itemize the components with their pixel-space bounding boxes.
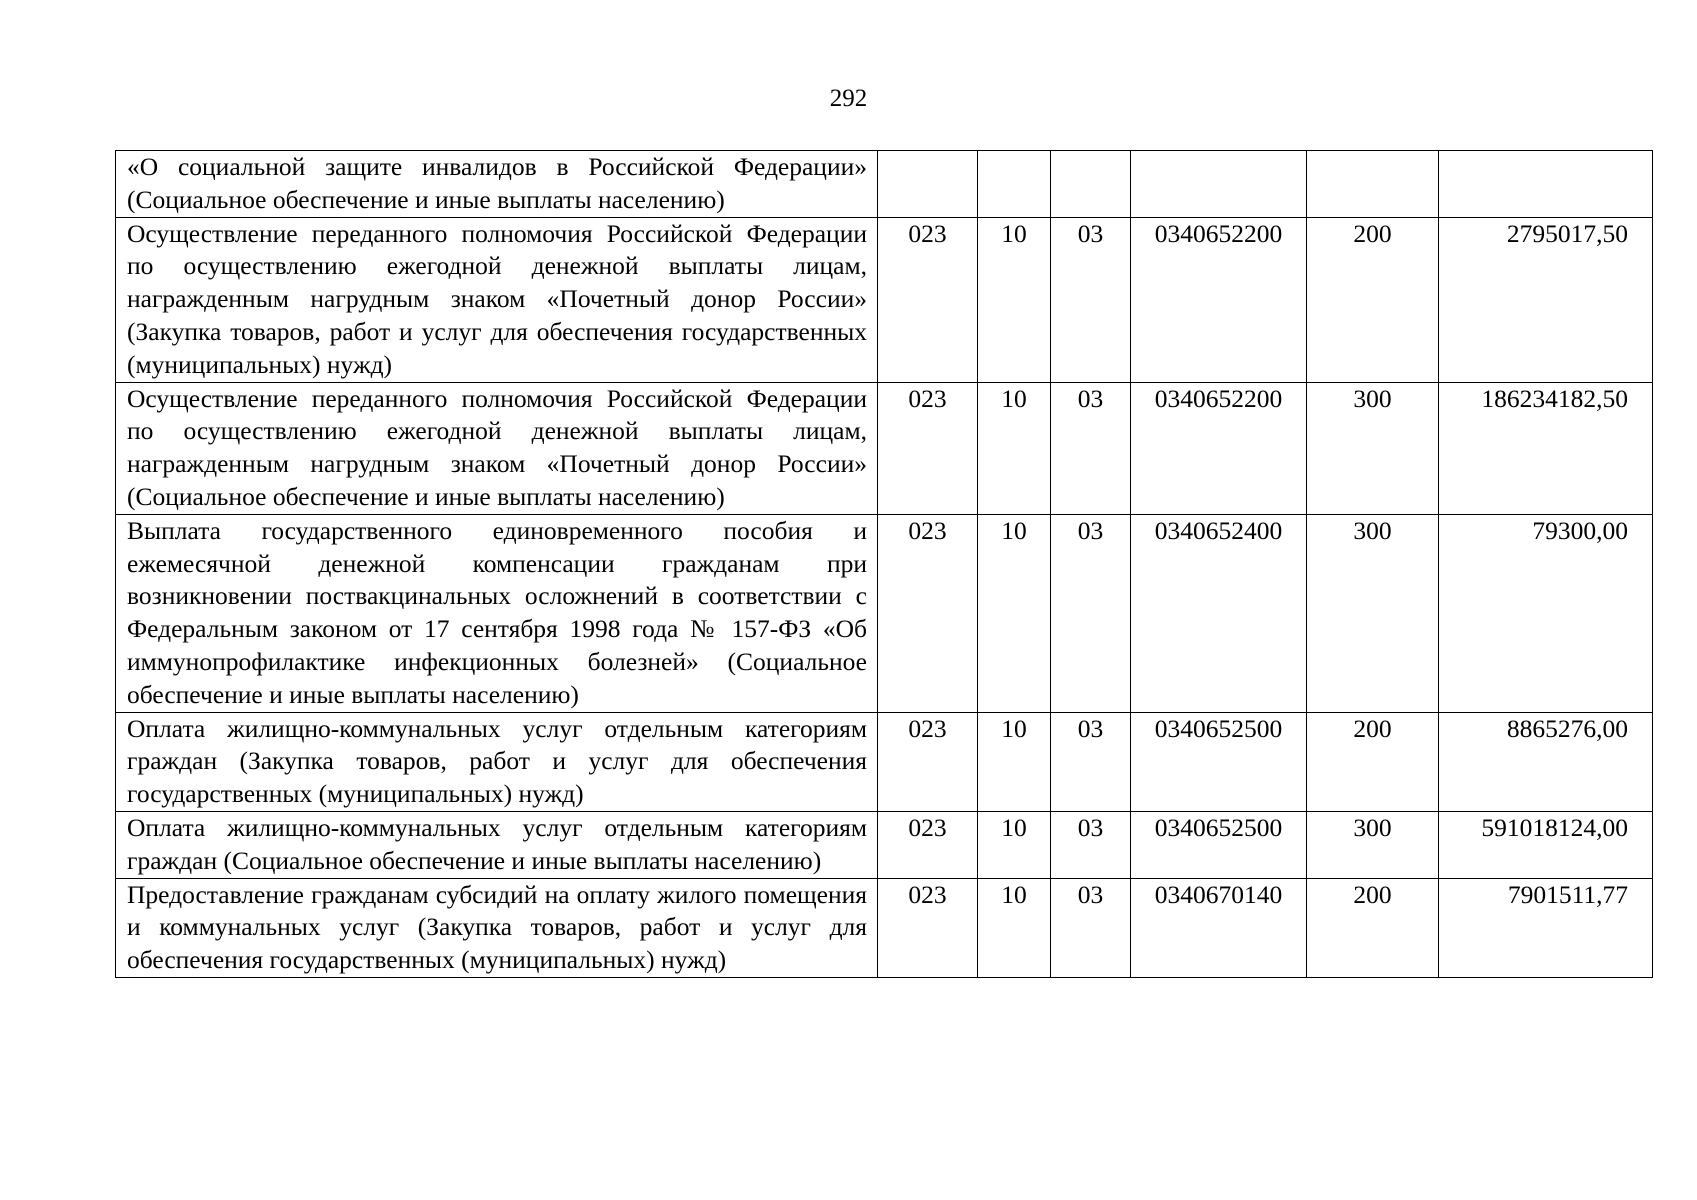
subsection-code: 03 [1051, 811, 1131, 878]
budget-table [115, 150, 1653, 978]
table-row [116, 878, 1653, 977]
subsection-code: 03 [1051, 712, 1131, 811]
target-article-code: 0340652200 [1131, 217, 1307, 382]
section-code [978, 151, 1051, 218]
expense-type-code: 200 [1307, 878, 1439, 977]
table-row [116, 712, 1653, 811]
target-article-code: 0340652500 [1131, 712, 1307, 811]
grbs-code [878, 151, 978, 218]
amount: 2795017,50 [1439, 217, 1653, 382]
page-number: 292 [829, 85, 868, 112]
row-description: «О социальной защите инвалидов в Российской Федерации» (Социальное обеспечение и иные выплаты населению) [116, 151, 878, 218]
expense-type-code: 300 [1307, 514, 1439, 712]
section-code: 10 [978, 217, 1051, 382]
grbs-code: 023 [878, 712, 978, 811]
amount: 186234182,50 [1439, 382, 1653, 514]
section-code: 10 [978, 712, 1051, 811]
table-row [116, 811, 1653, 878]
grbs-code: 023 [878, 382, 978, 514]
target-article-code [1131, 151, 1307, 218]
target-article-code: 0340652500 [1131, 811, 1307, 878]
row-description: Выплата государственного единовременного пособия и ежемесячной денежной компенсации гражданам при возникновении поствакцинальных осложнений в соответствии с Федеральным законом от 17 сентября 1998 года № 157-ФЗ «Об иммунопрофилактике инфекционных болезней» (Социальное обеспечение и иные выплаты населению) [116, 514, 878, 712]
subsection-code [1051, 151, 1131, 218]
table-row [116, 151, 1653, 218]
grbs-code: 023 [878, 811, 978, 878]
section-code: 10 [978, 878, 1051, 977]
target-article-code: 0340652200 [1131, 382, 1307, 514]
target-article-code: 0340670140 [1131, 878, 1307, 977]
subsection-code: 03 [1051, 217, 1131, 382]
amount [1439, 151, 1653, 218]
section-code: 10 [978, 382, 1051, 514]
section-code: 10 [978, 811, 1051, 878]
expense-type-code: 200 [1307, 217, 1439, 382]
subsection-code: 03 [1051, 514, 1131, 712]
amount: 79300,00 [1439, 514, 1653, 712]
subsection-code: 03 [1051, 382, 1131, 514]
expense-type-code: 300 [1307, 382, 1439, 514]
grbs-code: 023 [878, 514, 978, 712]
table-row [116, 217, 1653, 382]
table-row [116, 514, 1653, 712]
row-description: Осуществление переданного полномочия Российской Федерации по осуществлению ежегодной денежной выплаты лицам, награжденным нагрудным знаком «Почетный донор России» (Закупка товаров, работ и услуг для обеспечения государственных (муниципальных) нужд) [116, 217, 878, 382]
expense-type-code: 200 [1307, 712, 1439, 811]
section-code: 10 [978, 514, 1051, 712]
row-description: Оплата жилищно-коммунальных услуг отдельным категориям граждан (Закупка товаров, работ и услуг для обеспечения государственных (муниципальных) нужд) [116, 712, 878, 811]
row-description: Осуществление переданного полномочия Российской Федерации по осуществлению ежегодной денежной выплаты лицам, награжденным нагрудным знаком «Почетный донор России» (Социальное обеспечение и иные выплаты населению) [116, 382, 878, 514]
subsection-code: 03 [1051, 878, 1131, 977]
amount: 8865276,00 [1439, 712, 1653, 811]
expense-type-code: 300 [1307, 811, 1439, 878]
expense-type-code [1307, 151, 1439, 218]
table-row [116, 382, 1653, 514]
grbs-code: 023 [878, 878, 978, 977]
row-description: Оплата жилищно-коммунальных услуг отдельным категориям граждан (Социальное обеспечение и иные выплаты населению) [116, 811, 878, 878]
grbs-code: 023 [878, 217, 978, 382]
amount: 7901511,77 [1439, 878, 1653, 977]
target-article-code: 0340652400 [1131, 514, 1307, 712]
row-description: Предоставление гражданам субсидий на оплату жилого помещения и коммунальных услуг (Закупка товаров, работ и услуг для обеспечения государственных (муниципальных) нужд) [116, 878, 878, 977]
amount: 591018124,00 [1439, 811, 1653, 878]
